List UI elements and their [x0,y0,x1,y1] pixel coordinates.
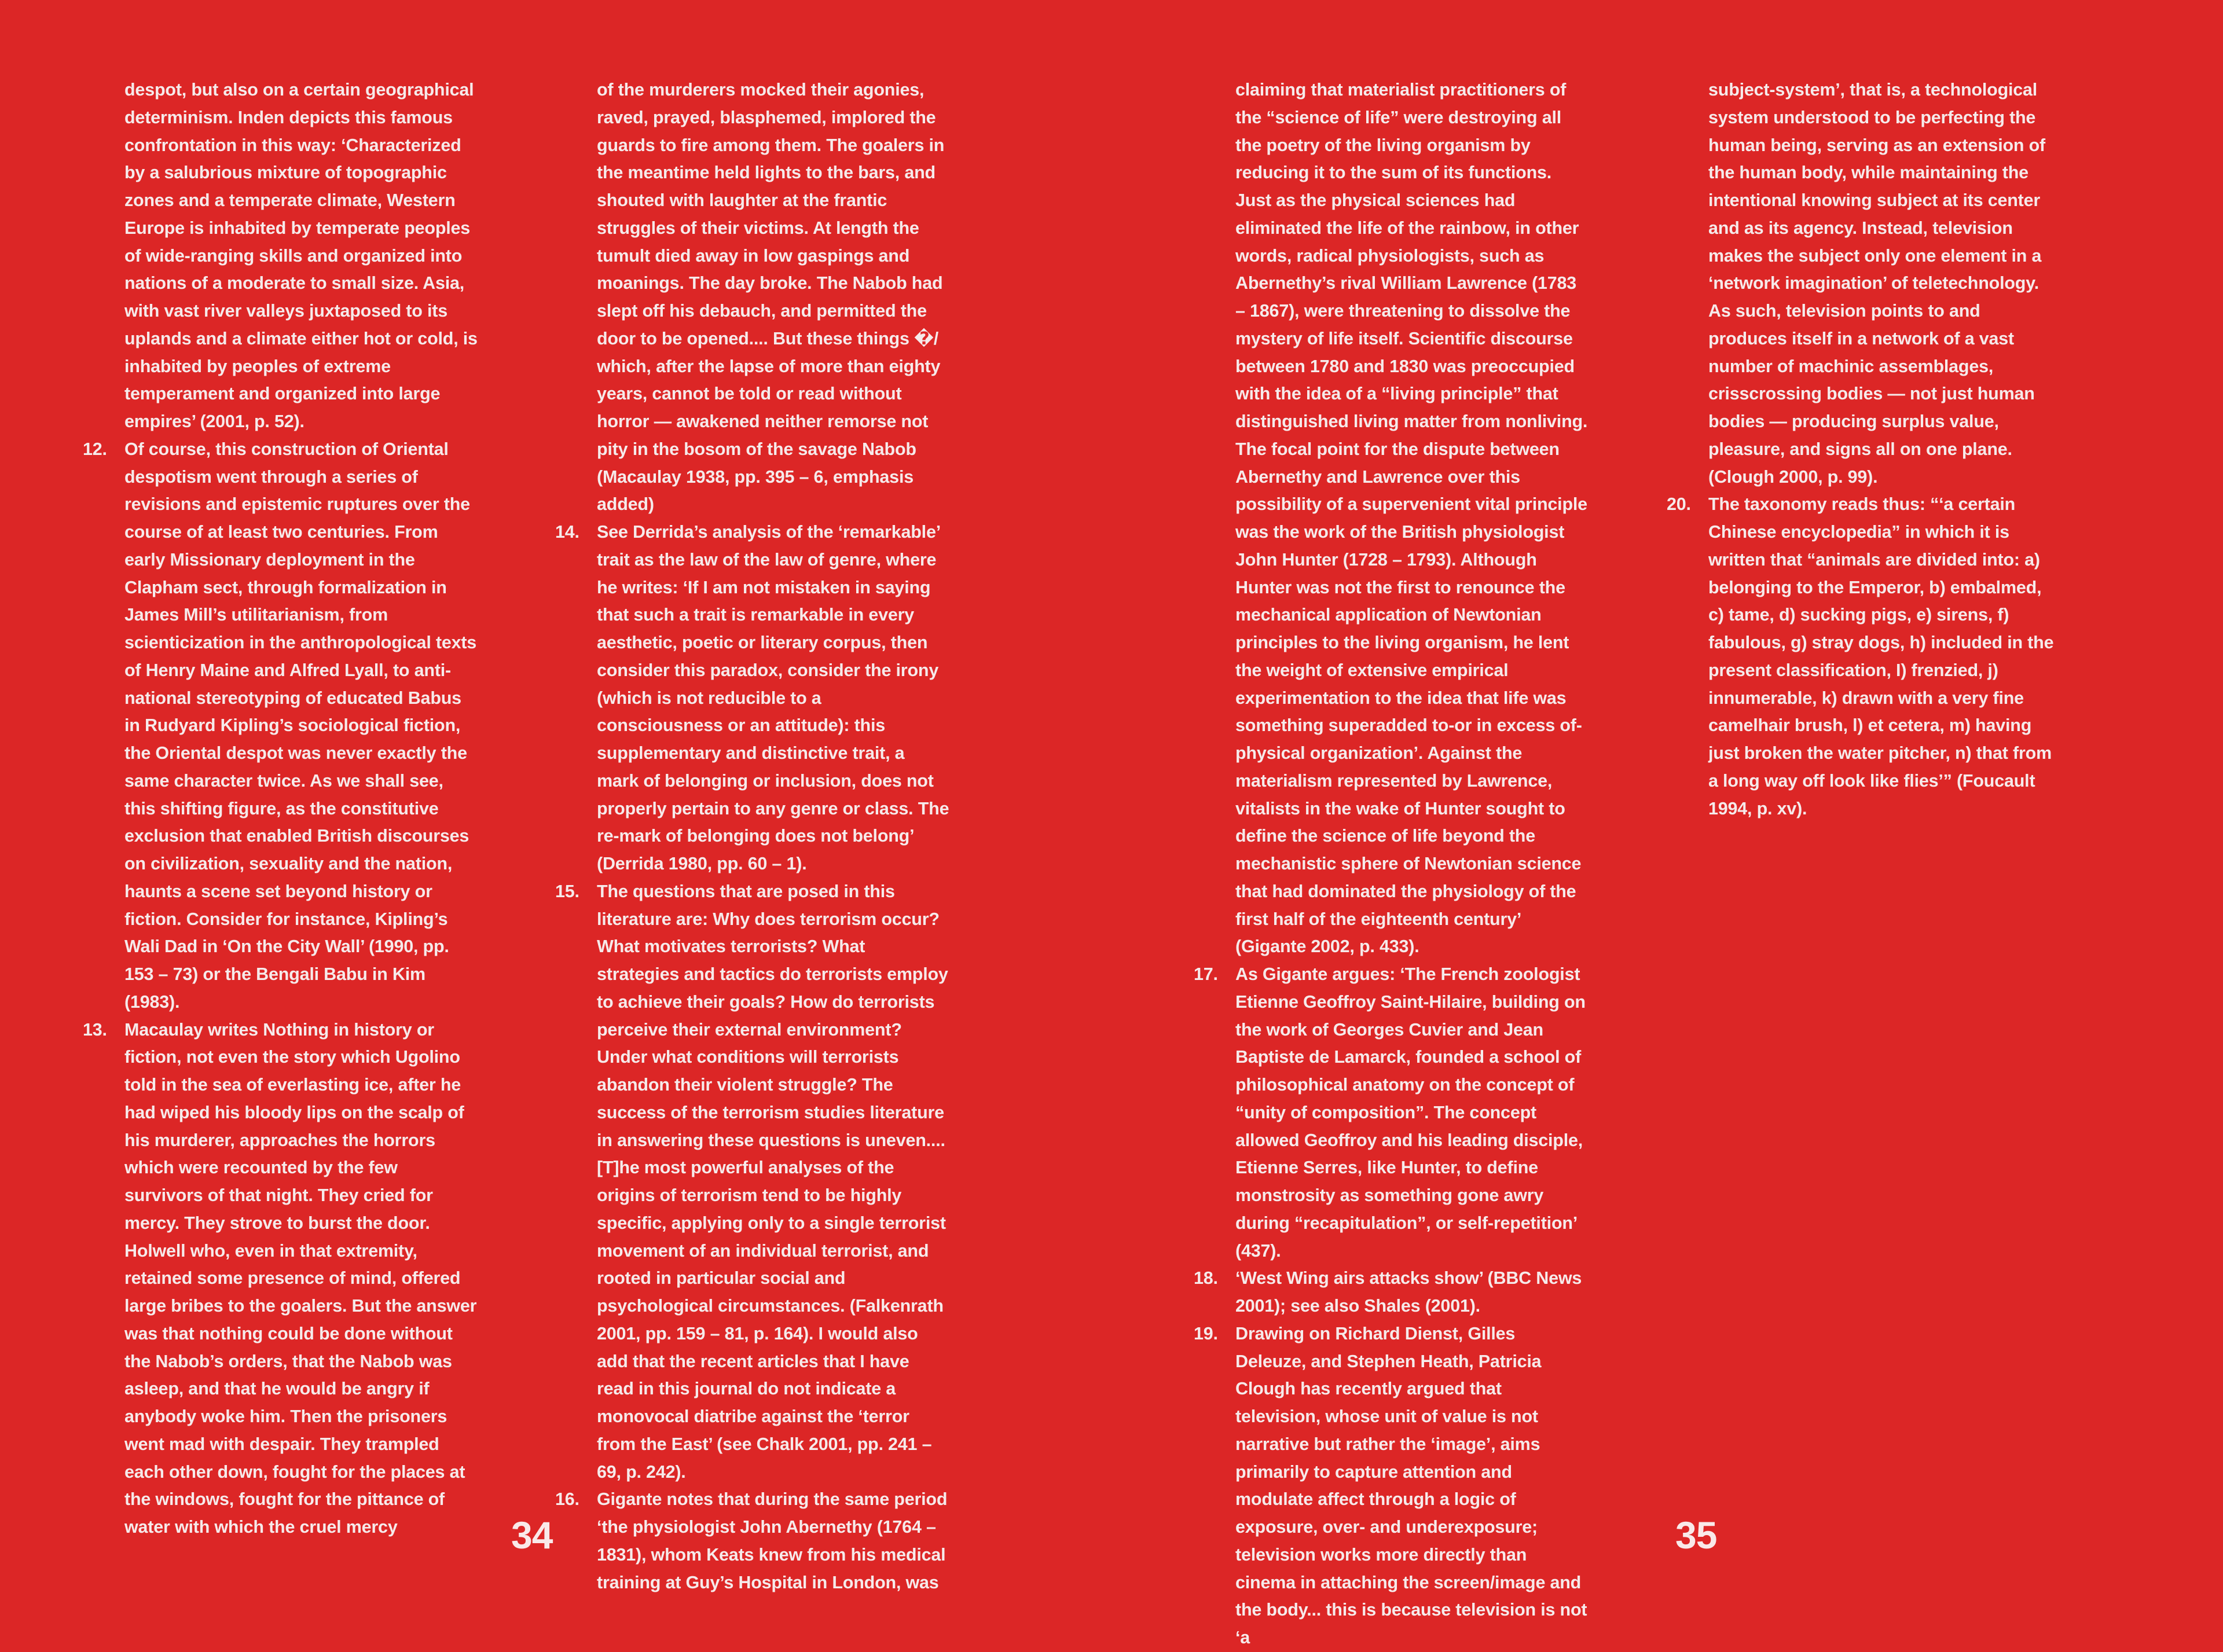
note-text: Gigante notes that during the same period ‘the physiologist John Abernethy (1764 – 1831), whom Keats knew from his medical training at Guy’s Hospital in London, was [597,1489,948,1592]
note-16 [555,1486,950,1596]
note-text: of the murderers mocked their agonies, raved, prayed, blasphemed, implored the guards to fire among them. The goalers in the meantime held lights to the bars, and shouted with laughter at the frantic struggles of their victims. At length the tumult died away in low gaspings and moanings. The day broke. The Nabob had slept off his debauch, and permitted the door to be opened.... But these things �/ which, after the lapse of more than eighty years, cannot be told or read without horror — awakened neither remorse not pity in the bosom of the savage Nabob (Macaulay 1938, pp. 395 – 6, emphasis added) [597,80,945,515]
page-number-right: 35 [1675,1514,1717,1556]
note-16-continuation [1235,76,1589,961]
note-number: 13. [83,1019,107,1040]
note-number: 16. [555,1489,579,1510]
note-text: The taxonomy reads thus: “‘a certain Chinese encyclopedia” in which it is written that “animals are divided into: a) belonging to the Emperor, b) embalmed, c) tame, d) sucking pigs, e) sirens, f) fabulous, g) stray dogs, h) included in the present classification, I) frenzied, j) innumerable, k) drawn with a very fine camelhair brush, l) et cetera, m) having just broken the water pitcher, n) that from a long way off look like flies’” (Foucault 1994, p. xv). [1708,494,2054,818]
note-number: 20. [1667,494,1691,515]
note-text: ‘West Wing airs attacks show’ (BBC News 2001); see also Shales (2001). [1235,1268,1582,1316]
note-text: Of course, this construction of Oriental despotism went through a series of revisions and epistemic ruptures over the course of at least two centuries. From early Missionary deployment in the Clapham sect, through formalization in James Mill’s utilitarianism, from scienticization in the anthropological texts of Henry Maine and Alfred Lyall, to anti-national stereotyping of educated Babus in Rudyard Kipling’s sociological fiction, the Oriental despot was never exactly the same character twice. As we shall see, this shifting figure, as the constitutive exclusion that enabled British discourses on civilization, sexuality and the nation, haunts a scene set beyond history or fiction. Consider for instance, Kipling’s Wali Dad in ‘On the City Wall’ (1990, pp. 153 – 73) or the Bengali Babu in Kim (1983). [124,439,477,1012]
note-text: See Derrida’s analysis of the ‘remarkable’ trait as the law of the law of genre, where he writes: ‘If I am not mistaken in saying that such a trait is remarkable in every aesthetic, poetic or literary corpus, then consider this paradox, consider the irony (which is not reducible to a consciousness or an attitude): this supplementary and distinctive trait, a mark of belonging or inclusion, does not properly pertain to any genre or class. The re-mark of belonging does not belong’ (Derrida 1980, pp. 60 – 1). [597,522,949,873]
note-19 [1194,1320,1589,1652]
note-text: subject-system’, that is, a technological system understood to be perfecting the human being, serving as an extension of the human body, while maintaining the intentional knowing subject at its center and as its agency. Instead, television makes the subject only one element in a ‘network imagination’ of teletechnology. As such, television points to and produces itself in a network of a vast number of machinic assemblages, crisscrossing bodies — not just human bodies — producing surplus value, pleasure, and signs all on one plane. (Clough 2000, p. 99). [1708,80,2045,487]
note-14 [555,519,950,878]
note-text: claiming that materialist practitioners of the “science of life” were destroying all the poetry of the living organism by reducing it to the sum of its functions. Just as the physical sciences had eliminated the life of the rainbow, in other words, radical physiologists, such as Abernethy’s rival William Lawrence (1783 – 1867), were threatening to dissolve the mystery of life itself. Scientific discourse between 1780 and 1830 was preoccupied with the idea of a “living principle” that distinguished living matter from nonliving. The focal point for the dispute between Abernethy and Lawrence over this possibility of a supervenient vital principle was the work of the British physiologist John Hunter (1728 – 1793). Although Hunter was not the first to renounce the mechanical application of Newtonian principles to the living organism, he lent the weight of extensive empirical experimentation to the idea that life was something superadded to-or in excess of-physical organization’. Against the materialism represented by Lawrence, vitalists in the wake of Hunter sought to define the science of life beyond the mechanistic sphere of Newtonian science that had dominated the physiology of the first half of the eighteenth century’ (Gigante 2002, p. 433). [1235,80,1588,957]
note-number: 14. [555,522,579,542]
note-13 [83,1016,478,1541]
note-11-continuation [124,76,478,436]
right-page-column-2 [1667,76,2061,823]
note-number: 17. [1194,964,1218,984]
note-18 [1194,1265,1589,1320]
left-page-column-2 [555,76,950,1596]
page-number-left: 34 [511,1514,553,1556]
note-text: despot, but also on a certain geographical determinism. Inden depicts this famous confrontation in this way: ‘Characterized by a salubrious mixture of topographic zones and a temperate climate, Western Europe is inhabited by temperate peoples of wide-ranging skills and organized into nations of a moderate to small size. Asia, with vast river valleys juxtaposed to its uplands and a climate either hot or cold, is inhabited by peoples of extreme temperament and organized into large empires’ (2001, p. 52). [124,80,478,431]
note-number: 15. [555,881,579,901]
left-page-column-1 [83,76,478,1541]
note-17 [1194,961,1589,1265]
note-text: As Gigante argues: ‘The French zoologist Etienne Geoffroy Saint-Hilaire, building on the work of Georges Cuvier and Jean Baptiste de Lamarck, founded a school of philosophical anatomy on the concept of “unity of composition”. The concept allowed Geoffroy and his leading disciple, Etienne Serres, like Hunter, to define monstrosity as something gone awry during “recapitulation”, or self-repetition’ (437). [1235,964,1586,1261]
right-page-column-1 [1194,76,1589,1652]
note-number: 19. [1194,1323,1218,1343]
note-20 [1667,491,2061,823]
note-19-continuation [1708,76,2061,491]
note-number: 18. [1194,1268,1218,1288]
note-13-continuation [597,76,950,519]
note-text: The questions that are posed in this literature are: Why does terrorism occur? What motivates terrorists? What strategies and tactics do terrorists employ to achieve their goals? How do terrorists perceive their external environment? Under what conditions will terrorists abandon their violent struggle? The success of the terrorism studies literature in answering these questions is uneven.... [T]he most powerful analyses of the origins of terrorism tend to be highly specific, applying only to a single terrorist movement of an individual terrorist, and rooted in particular social and psychological circumstances. (Falkenrath 2001, pp. 159 – 81, p. 164). I would also add that the recent articles that I have read in this journal do not indicate a monovocal diatribe against the ‘terror from the East’ (see Chalk 2001, pp. 241 – 69, p. 242). [597,881,948,1482]
note-text: Macaulay writes Nothing in history or fiction, not even the story which Ugolino told in the sea of everlasting ice, after he had wiped his bloody lips on the scalp of his murderer, approaches the horrors which were recounted by the few survivors of that night. They cried for mercy. They strove to burst the door. Holwell who, even in that extremity, retained some presence of mind, offered large bribes to the goalers. But the answer was that nothing could be done without the Nabob’s orders, that the Nabob was asleep, and that he would be angry if anybody woke him. Then the prisoners went mad with despair. They trampled each other down, fought for the places at the windows, fought for the pittance of water with which the cruel mercy [124,1019,477,1537]
note-text: Drawing on Richard Dienst, Gilles Deleuze, and Stephen Heath, Patricia Clough has recently argued that television, whose unit of value is not narrative but rather the ‘image’, aims primarily to capture attention and modulate affect through a logic of exposure, over- and underexposure; television works more directly than cinema in attaching the screen/image and the body... this is because television is not ‘a [1235,1323,1587,1647]
note-15 [555,878,950,1486]
note-12 [83,436,478,1016]
note-number: 12. [83,439,107,459]
